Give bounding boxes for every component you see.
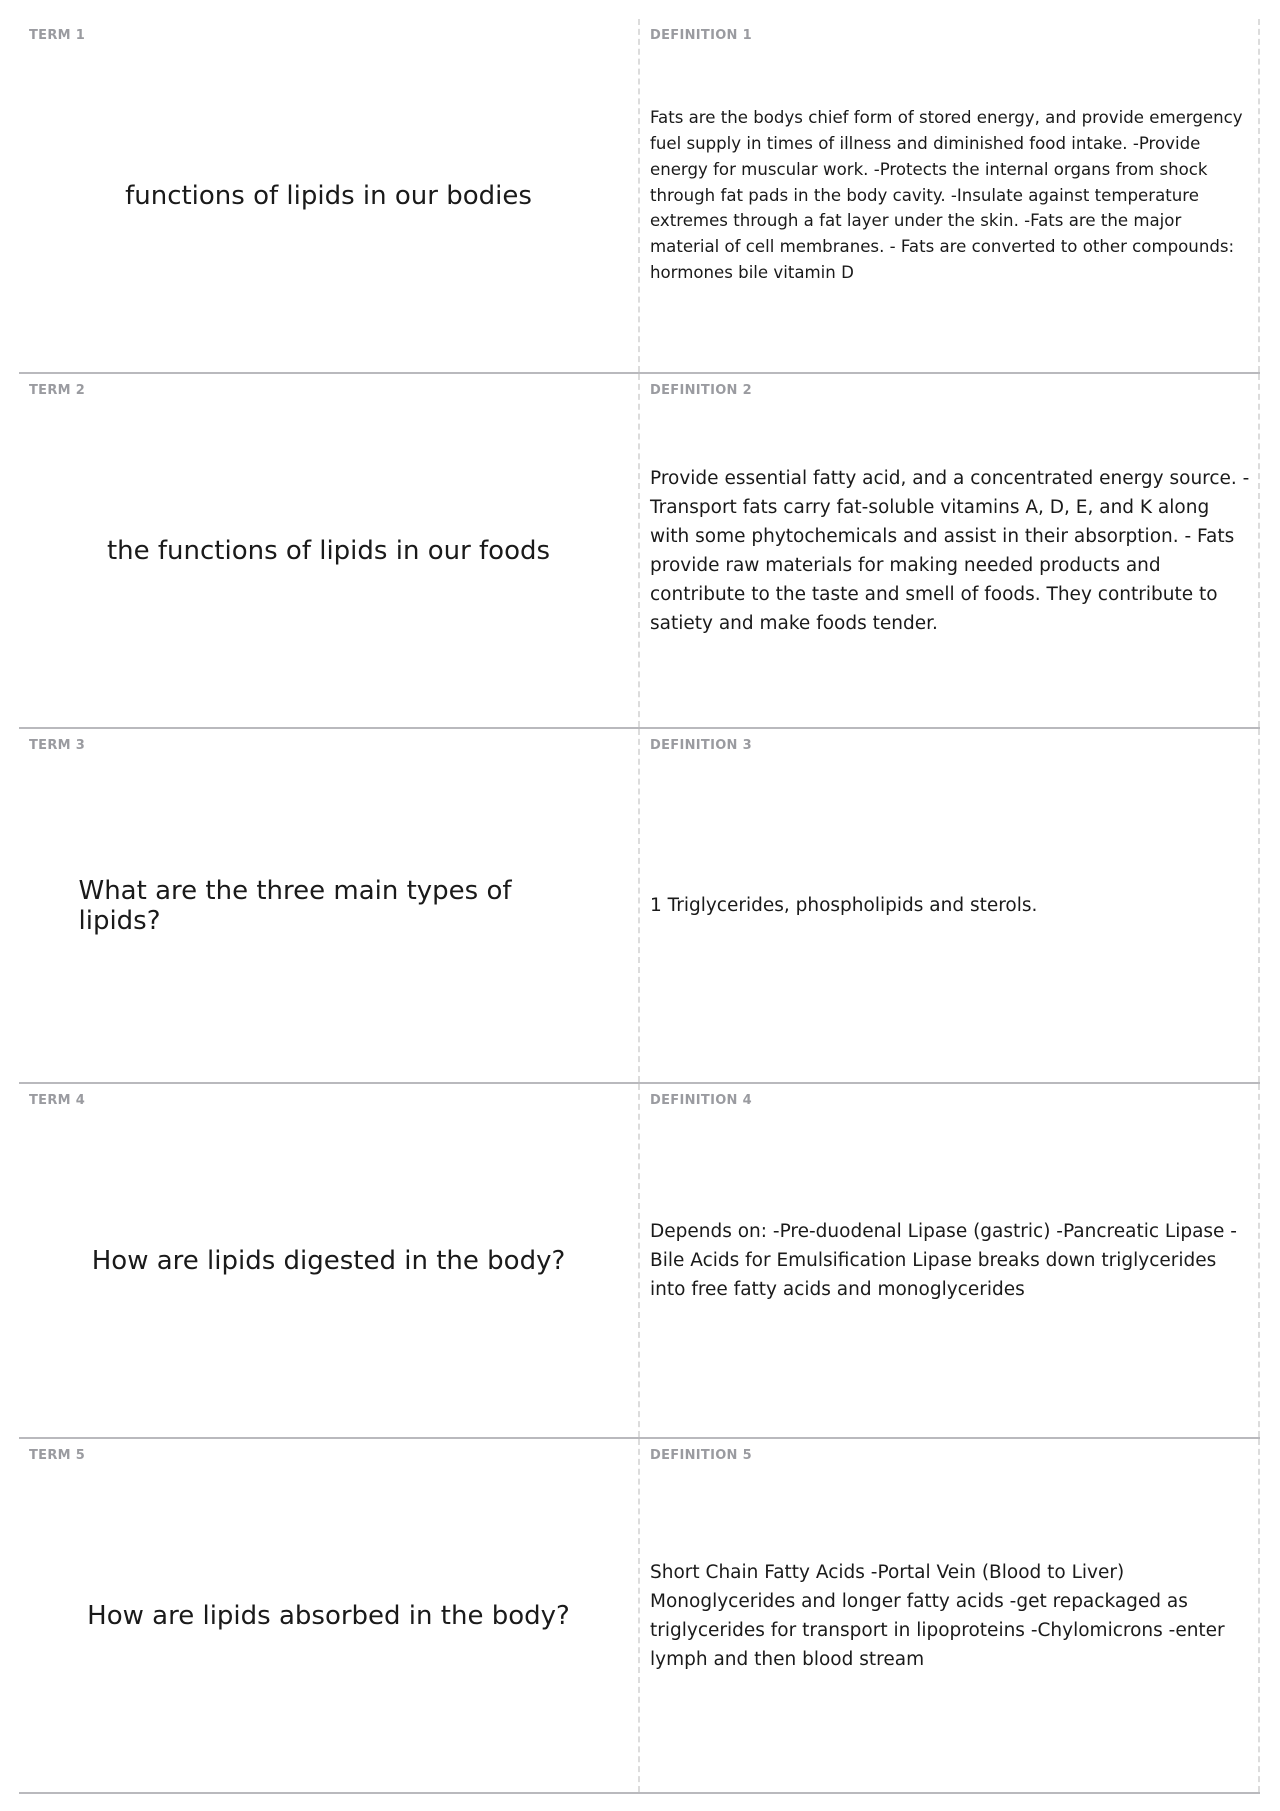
definition-cell-4 (640, 1084, 1260, 1437)
term-cell-3 (19, 729, 640, 1082)
definition-cell-5 (640, 1439, 1260, 1792)
term-label: TERM 1 (29, 28, 86, 43)
definition-text: Depends on: -Pre-duodenal Lipase (gastric) -Pancreatic Lipase -Bile Acids for Emulsification Lipase breaks down triglycerides into free fatty acids and monoglycerides (650, 1221, 1237, 1300)
definition-cell-1 (640, 19, 1260, 372)
definition-text: 1 Triglycerides, phospholipids and sterols. (650, 895, 1038, 916)
term-label: TERM 4 (29, 1093, 86, 1108)
term-cell-1 (19, 19, 640, 372)
card-row-5 (19, 1439, 1260, 1794)
term-text: How are lipids digested in the body? (91, 1245, 566, 1276)
term-text: How are lipids absorbed in the body? (87, 1600, 570, 1631)
definition-label: DEFINITION 3 (650, 738, 752, 753)
definition-text: Provide essential fatty acid, and a concentrated energy source. - Transport fats carry fat-soluble vitamins A, D, E, and K along with some phytochemicals and assist in their absorption. - Fats provide raw materials for making needed products and contribute to the taste and smell of foods. They contribute to satiety and make foods tender. (650, 467, 1250, 634)
flashcard-sheet (19, 19, 1260, 1794)
definition-label: DEFINITION 1 (650, 28, 752, 43)
card-row-1 (19, 19, 1260, 374)
definition-cell-3 (640, 729, 1260, 1082)
definition-text: Fats are the bodys chief form of stored energy, and provide emergency fuel supply in times of illness and diminished food intake. -Provide energy for muscular work. -Protects the internal organs from shock through fat pads in the body cavity. -Insulate against temperature extremes through a fat layer under the skin. -Fats are the major material of cell membranes. - Fats are converted to other compounds: hormones bile vitamin D (650, 108, 1243, 282)
definition-label: DEFINITION 2 (650, 383, 752, 398)
term-text: the functions of lipids in our foods (106, 535, 551, 566)
definition-label: DEFINITION 5 (650, 1448, 752, 1463)
card-row-4 (19, 1084, 1260, 1439)
definition-label: DEFINITION 4 (650, 1093, 752, 1108)
card-row-3 (19, 729, 1260, 1084)
definition-text: Short Chain Fatty Acids -Portal Vein (Blood to Liver) Monoglycerides and longer fatty acids -get repackaged as triglycerides for transport in lipoproteins -Chylomicrons -enter lymph and then blood stream (650, 1561, 1225, 1670)
term-label: TERM 5 (29, 1448, 86, 1463)
term-label: TERM 2 (29, 383, 86, 398)
term-text: What are the three main types of lipids? (78, 875, 512, 936)
card-row-2 (19, 374, 1260, 729)
term-cell-2 (19, 374, 640, 727)
term-label: TERM 3 (29, 738, 86, 753)
term-text: functions of lipids in our bodies (125, 180, 532, 211)
term-cell-4 (19, 1084, 640, 1437)
definition-cell-2 (640, 374, 1260, 727)
term-cell-5 (19, 1439, 640, 1792)
